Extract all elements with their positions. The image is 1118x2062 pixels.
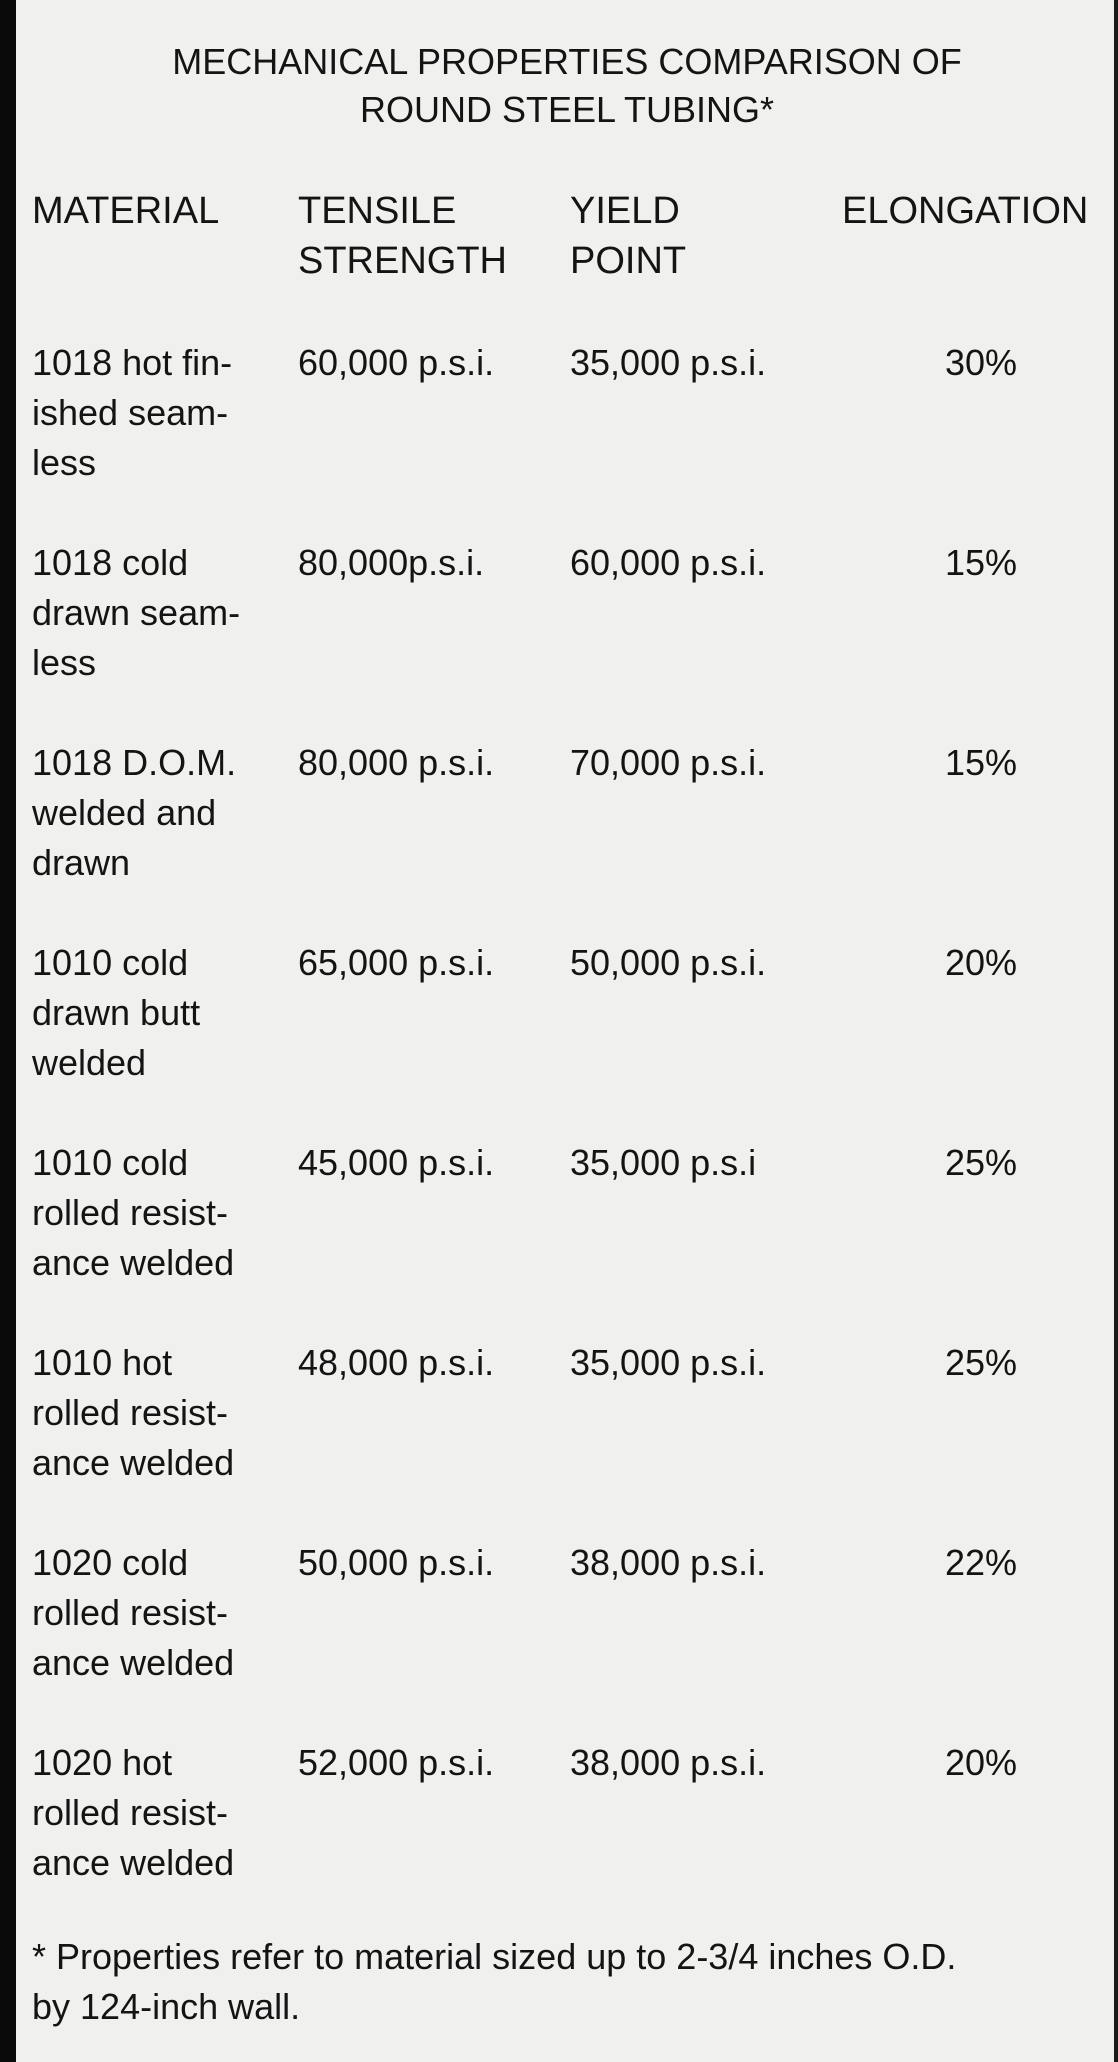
- tensile-strength-cell: 65,000 p.s.i.: [298, 942, 495, 983]
- title-line-1: MECHANICAL PROPERTIES COMPARISON OF: [172, 41, 962, 82]
- elongation-cell: 30%: [944, 342, 1018, 383]
- tensile-strength-cell: 48,000 p.s.i.: [298, 1342, 495, 1383]
- yield-point-cell: 38,000 p.s.i.: [570, 1542, 767, 1583]
- tensile-strength-cell: 52,000 p.s.i.: [298, 1742, 495, 1783]
- elongation-cell: 20%: [944, 942, 1018, 983]
- table-row: [16, 1738, 1118, 1898]
- material-cell: [32, 338, 232, 488]
- header-yield-line-1: YIELD: [570, 190, 680, 232]
- tensile-strength-cell: 60,000 p.s.i.: [298, 342, 495, 383]
- title-line-2: ROUND STEEL TUBING*: [359, 89, 775, 130]
- material-line: less: [32, 642, 97, 683]
- tensile-strength-cell: 45,000 p.s.i.: [298, 1142, 495, 1183]
- header-tensile-strength: [298, 186, 507, 286]
- material-line: drawn butt: [32, 992, 201, 1033]
- header-tensile-line-1: TENSILE: [298, 190, 457, 232]
- yield-point-cell: 35,000 p.s.i.: [570, 1342, 767, 1383]
- material-line: 1010 hot: [32, 1342, 173, 1383]
- table-row: [16, 1338, 1118, 1498]
- header-elongation-line: ELONGATION: [842, 190, 1089, 232]
- header-elongation: [842, 186, 1118, 236]
- elongation-cell: 20%: [944, 1742, 1018, 1783]
- material-cell: [32, 938, 200, 1088]
- material-line: 1020 cold: [32, 1542, 189, 1583]
- material-line: ished seam-: [32, 392, 229, 433]
- material-line: ance welded: [32, 1242, 235, 1283]
- yield-point-cell: 70,000 p.s.i.: [570, 742, 767, 783]
- material-line: less: [32, 442, 97, 483]
- footnote-line-1: * Properties refer to material sized up to 2-3/4 inches O.D.: [32, 1936, 957, 1977]
- table-row: [16, 538, 1118, 698]
- header-material: [32, 186, 219, 236]
- material-line: ance welded: [32, 1642, 235, 1683]
- tensile-strength-cell: 80,000 p.s.i.: [298, 742, 495, 783]
- yield-point-cell: 35,000 p.s.i.: [570, 342, 767, 383]
- table-row: [16, 338, 1118, 498]
- table-row: [16, 738, 1118, 898]
- material-line: drawn: [32, 842, 131, 883]
- header-yield-line-2: POINT: [570, 240, 687, 282]
- material-cell: [32, 1538, 234, 1688]
- footnote: [32, 1932, 1118, 2032]
- material-line: welded and: [32, 792, 217, 833]
- material-line: drawn seam-: [32, 592, 241, 633]
- material-line: welded: [32, 1042, 147, 1083]
- material-cell: [32, 538, 240, 688]
- material-line: 1010 cold: [32, 1142, 189, 1183]
- material-cell: [32, 1738, 234, 1888]
- table-row: [16, 938, 1118, 1098]
- material-line: 1020 hot: [32, 1742, 173, 1783]
- footnote-line-2: by 124-inch wall.: [32, 1986, 301, 2027]
- document-page: [16, 0, 1118, 2062]
- material-line: 1010 cold: [32, 942, 189, 983]
- yield-point-cell: 50,000 p.s.i.: [570, 942, 767, 983]
- material-line: ance welded: [32, 1842, 235, 1883]
- yield-point-cell: 35,000 p.s.i: [570, 1142, 757, 1183]
- header-yield-point: [570, 186, 686, 286]
- yield-point-cell: 38,000 p.s.i.: [570, 1742, 767, 1783]
- material-cell: [32, 1138, 234, 1288]
- yield-point-cell: 60,000 p.s.i.: [570, 542, 767, 583]
- material-line: rolled resist-: [32, 1592, 229, 1633]
- header-tensile-line-2: STRENGTH: [298, 240, 507, 282]
- elongation-cell: 15%: [944, 742, 1018, 783]
- table-row: [16, 1138, 1118, 1298]
- material-line: rolled resist-: [32, 1392, 229, 1433]
- material-line: 1018 hot fin-: [32, 342, 233, 383]
- material-cell: [32, 738, 236, 888]
- elongation-cell: 25%: [944, 1142, 1018, 1183]
- material-line: 1018 cold: [32, 542, 189, 583]
- tensile-strength-cell: 50,000 p.s.i.: [298, 1542, 495, 1583]
- elongation-cell: 25%: [944, 1342, 1018, 1383]
- elongation-cell: 15%: [944, 542, 1018, 583]
- page-title: [16, 38, 1118, 134]
- material-line: 1018 D.O.M.: [32, 742, 237, 783]
- material-line: rolled resist-: [32, 1792, 229, 1833]
- material-line: ance welded: [32, 1442, 235, 1483]
- header-material-line: MATERIAL: [32, 190, 220, 232]
- material-line: rolled resist-: [32, 1192, 229, 1233]
- table-row: [16, 1538, 1118, 1698]
- tensile-strength-cell: 80,000p.s.i.: [298, 542, 485, 583]
- elongation-cell: 22%: [944, 1542, 1018, 1583]
- material-cell: [32, 1338, 234, 1488]
